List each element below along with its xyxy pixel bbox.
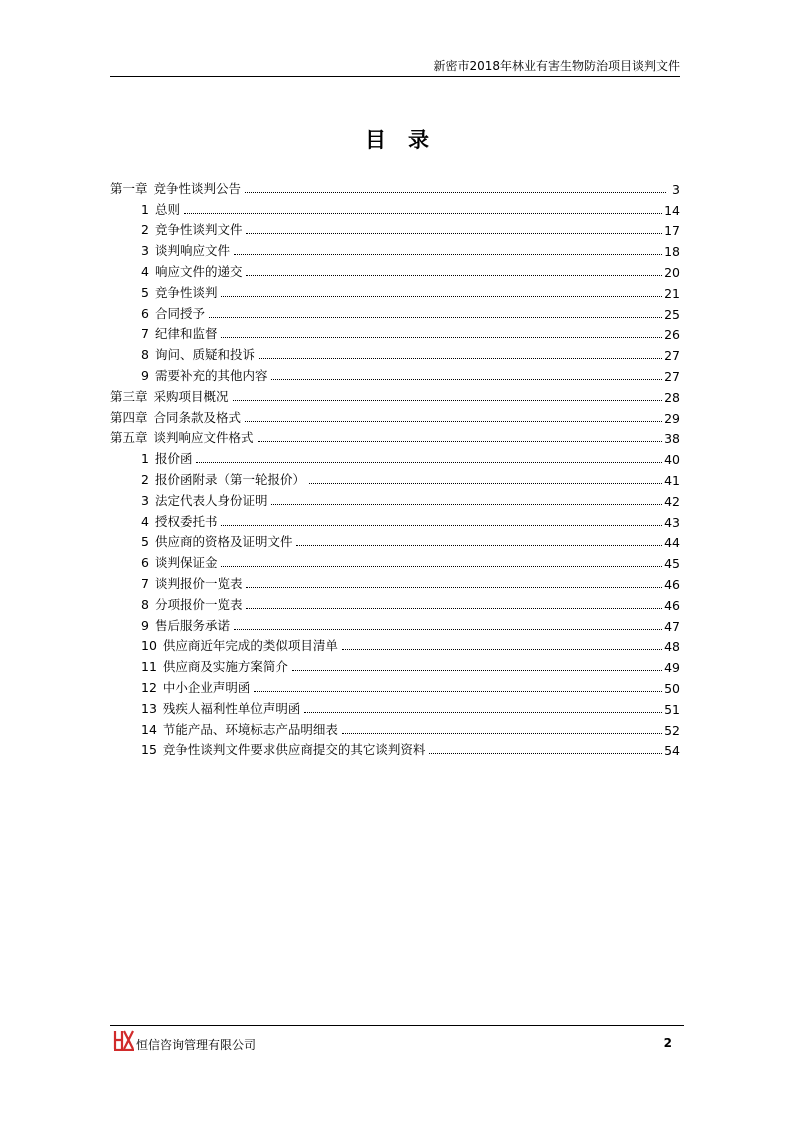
toc-entry-number: 6 [141,305,149,321]
toc-entry-label [110,428,254,446]
toc-dot-leader [309,482,662,484]
toc-section-entry[interactable] [110,467,680,488]
toc-section-entry[interactable] [110,238,680,259]
toc-dot-leader [259,357,662,359]
toc-entry-label [141,449,192,467]
toc-page-number: 50 [664,680,680,696]
toc-entry-text: 法定代表人身份证明 [154,492,268,508]
toc-entry-number: 13 [141,700,157,716]
toc-dot-leader [429,752,662,754]
toc-entry-number: 第四章 [110,409,148,425]
table-of-contents [110,176,680,758]
toc-entry-number: 1 [141,451,149,467]
toc-entry-number: 15 [141,742,157,758]
toc-dot-leader [271,378,662,380]
document-header-title: 新密市2018年林业有害生物防治项目谈判文件 [433,59,680,73]
toc-entry-text: 中小企业声明函 [162,679,251,695]
toc-entry-label [141,657,288,675]
toc-entry-number: 第五章 [110,430,148,446]
toc-chapter-entry[interactable] [110,384,680,405]
toc-dot-leader [342,732,662,734]
toc-page-number: 38 [664,431,680,447]
toc-section-entry[interactable] [110,738,680,759]
toc-entry-text: 供应商及实施方案简介 [162,659,288,675]
toc-page-number: 14 [664,202,680,218]
toc-dot-leader [233,399,663,401]
toc-entry-text: 分项报价一览表 [154,596,243,612]
toc-page-number: 54 [664,743,680,759]
toc-page-number: 48 [664,639,680,655]
toc-page-number: 52 [664,722,680,738]
toc-page-number: 21 [664,285,680,301]
toc-entry-label [141,532,292,550]
toc-entry-label [110,179,241,197]
toc-entry-label [141,491,267,509]
toc-entry-label [141,740,425,758]
toc-entry-number: 5 [141,534,149,550]
toc-entry-label [141,262,242,280]
toc-page-number: 43 [664,514,680,530]
toc-dot-leader [304,711,662,713]
toc-section-entry[interactable] [110,197,680,218]
toc-dot-leader [258,440,663,442]
toc-dot-leader [254,690,662,692]
toc-dot-leader [246,274,662,276]
toc-page-number: 29 [664,410,680,426]
toc-entry-text: 节能产品、环境标志产品明细表 [162,721,338,737]
toc-entry-text: 询问、质疑和投诉 [154,347,255,363]
toc-page-number: 49 [664,660,680,676]
footer-divider [110,1025,684,1026]
toc-entry-text: 供应商的资格及证明文件 [154,534,293,550]
toc-dot-leader [196,461,662,463]
toc-entry-number: 1 [141,201,149,217]
toc-entry-number: 8 [141,347,149,363]
toc-section-entry[interactable] [110,218,680,239]
toc-entry-label [141,553,217,571]
toc-entry-number: 第一章 [110,180,148,196]
toc-dot-leader [184,212,662,214]
toc-entry-number: 7 [141,575,149,591]
toc-section-entry[interactable] [110,259,680,280]
toc-entry-text: 谈判保证金 [154,555,218,571]
toc-entry-number: 2 [141,222,149,238]
toc-dot-leader [209,316,662,318]
toc-section-entry[interactable] [110,550,680,571]
toc-section-entry[interactable] [110,654,680,675]
company-logo-icon [113,1029,135,1051]
toc-section-entry[interactable] [110,342,680,363]
toc-entry-number: 9 [141,617,149,633]
toc-entry-text: 竞争性谈判 [154,284,218,300]
toc-entry-text: 残疾人福利性单位声明函 [162,700,301,716]
toc-entry-number: 4 [141,263,149,279]
toc-dot-leader [342,648,662,650]
toc-page-number: 51 [664,701,680,717]
toc-entry-text: 谈判响应文件格式 [153,430,254,446]
toc-entry-label [141,470,305,488]
toc-entry-text: 谈判响应文件 [154,243,230,259]
toc-page-number: 44 [664,535,680,551]
toc-entry-label [141,636,338,654]
toc-entry-text: 采购项目概况 [153,388,229,404]
toc-dot-leader [221,565,662,567]
toc-section-entry[interactable] [110,592,680,613]
toc-page-number: 26 [664,327,680,343]
toc-section-entry[interactable] [110,571,680,592]
toc-page-number: 47 [664,618,680,634]
toc-entry-label [141,720,338,738]
toc-dot-leader [221,295,662,297]
page-title: 目录 [365,127,451,152]
toc-entry-number: 3 [141,492,149,508]
toc-entry-number: 6 [141,555,149,571]
toc-entry-label [141,678,250,696]
toc-entry-label [141,574,242,592]
header-divider [110,76,680,77]
toc-entry-label [141,616,230,634]
toc-entry-text: 合同授予 [154,305,205,321]
toc-dot-leader [221,524,662,526]
toc-section-entry[interactable] [110,322,680,343]
toc-page-number: 46 [664,597,680,613]
footer-company-name: 恒信咨询管理有限公司 [136,1038,257,1052]
toc-dot-leader [246,232,662,234]
toc-entry-text: 售后服务承诺 [154,617,230,633]
toc-entry-label [110,387,229,405]
toc-entry-label [141,512,217,530]
toc-dot-leader [292,669,662,671]
toc-dot-leader [221,336,662,338]
toc-page-number: 45 [664,556,680,572]
toc-section-entry[interactable] [110,696,680,717]
toc-dot-leader [234,253,662,255]
toc-page-number: 27 [664,348,680,364]
toc-entry-number: 2 [141,471,149,487]
toc-entry-label [110,408,241,426]
toc-entry-text: 竞争性谈判文件 [154,222,243,238]
toc-page-number: 25 [664,306,680,322]
toc-section-entry[interactable] [110,488,680,509]
toc-entry-label [141,283,217,301]
toc-entry-label [141,366,267,384]
toc-entry-label [141,324,217,342]
toc-page-number: 3 [672,181,680,197]
toc-entry-label [141,595,242,613]
toc-page-number: 17 [664,223,680,239]
toc-section-entry[interactable] [110,301,680,322]
toc-entry-text: 纪律和监督 [154,326,218,342]
toc-entry-text: 需要补充的其他内容 [154,367,268,383]
toc-dot-leader [296,544,662,546]
toc-section-entry[interactable] [110,446,680,467]
toc-page-number: 42 [664,493,680,509]
toc-entry-number: 5 [141,284,149,300]
toc-entry-text: 响应文件的递交 [154,263,243,279]
toc-entry-text: 供应商近年完成的类似项目清单 [162,638,338,654]
toc-page-number: 40 [664,452,680,468]
toc-page-number: 41 [664,472,680,488]
toc-entry-label [141,345,255,363]
toc-dot-leader [245,191,666,193]
toc-section-entry[interactable] [110,634,680,655]
toc-section-entry[interactable] [110,613,680,634]
page-number: 2 [663,1036,672,1050]
toc-page-number: 20 [664,264,680,280]
toc-dot-leader [246,607,662,609]
toc-entry-label [141,304,205,322]
toc-section-entry[interactable] [110,509,680,530]
toc-entry-label [141,241,230,259]
toc-entry-number: 8 [141,596,149,612]
toc-entry-text: 竞争性谈判文件要求供应商提交的其它谈判资料 [162,742,426,758]
toc-section-entry[interactable] [110,675,680,696]
toc-entry-number: 第三章 [110,388,148,404]
toc-entry-number: 10 [141,638,157,654]
toc-dot-leader [271,503,662,505]
toc-section-entry[interactable] [110,363,680,384]
toc-entry-text: 竞争性谈判公告 [153,180,242,196]
toc-entry-number: 4 [141,513,149,529]
toc-entry-text: 报价函 [154,451,193,467]
toc-entry-number: 11 [141,659,157,675]
toc-entry-label [141,699,300,717]
toc-entry-text: 总则 [154,201,180,217]
toc-chapter-entry[interactable] [110,405,680,426]
toc-entry-text: 授权委托书 [154,513,218,529]
toc-page-number: 28 [664,389,680,405]
toc-entry-text: 报价函附录（第一轮报价） [154,471,305,487]
toc-section-entry[interactable] [110,280,680,301]
toc-entry-number: 12 [141,679,157,695]
toc-entry-text: 谈判报价一览表 [154,575,243,591]
toc-dot-leader [246,586,662,588]
toc-entry-label [141,200,180,218]
toc-entry-number: 9 [141,367,149,383]
toc-section-entry[interactable] [110,717,680,738]
toc-page-number: 46 [664,576,680,592]
toc-entry-text: 合同条款及格式 [153,409,242,425]
toc-entry-number: 7 [141,326,149,342]
toc-section-entry[interactable] [110,530,680,551]
toc-chapter-entry[interactable] [110,176,680,197]
toc-entry-number: 14 [141,721,157,737]
toc-entry-number: 3 [141,243,149,259]
toc-dot-leader [234,628,662,630]
toc-entry-label [141,220,242,238]
toc-dot-leader [245,420,662,422]
toc-page-number: 27 [664,368,680,384]
toc-chapter-entry[interactable] [110,426,680,447]
toc-page-number: 18 [664,244,680,260]
